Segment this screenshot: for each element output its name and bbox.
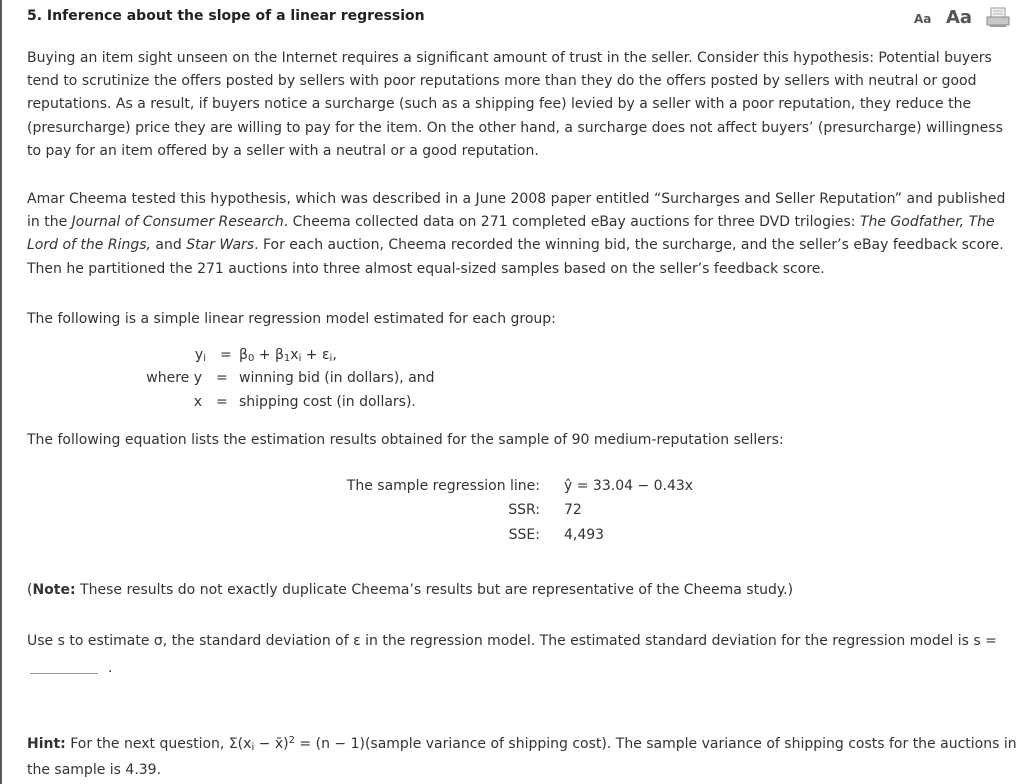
regression-line-value: ŷ = 33.04 − 0.43x — [564, 478, 694, 494]
model-lhs-y: $y_i$ — [194, 347, 206, 364]
font-size-large-button[interactable]: Aa — [946, 7, 973, 28]
model-rhs-equation: $\beta_0 + \beta_1x_i + \varepsilon_i$, — [239, 347, 337, 364]
journal-name: Journal of Consumer Research — [71, 214, 284, 231]
printer-icon[interactable] — [986, 6, 1010, 28]
sse-label: SSE: — [508, 527, 540, 543]
model-lhs-where-y: where y — [146, 370, 202, 386]
ssr-value: 72 — [564, 502, 582, 518]
model-eq-2: = — [216, 370, 228, 386]
film-titles: The Godfather, The Lord of the Rings, — [27, 214, 995, 254]
model-lhs-x: x — [193, 394, 202, 410]
intro-paragraph: Buying an item sight unseen on the Internet requires a significant amount of trust in the seller. Consider this hypothesis: Potential buyers tend to scrutinize the offers posted by sellers with poor reputations more than they do the offers posted by sellers with neutral or good reputations. As a result, if buyers notice a surcharge (such as a shipping fee) levied by a seller with a poor reputation, they reduce the (presurcharge) price they are willing to pay for the item. On the other hand, a surcharge does not affect buyers’ (presurcharge) willingness to pay for an item offered by a seller with a neutral or a good reputation. — [27, 50, 1003, 159]
model-intro: The following is a simple linear regression model estimated for each group: — [27, 311, 556, 327]
model-eq-1: = — [220, 347, 232, 363]
note-paragraph: (Note: These results do not exactly duplicate Cheema’s results but are representative of the Cheema study.) — [27, 582, 794, 598]
ssr-label: SSR: — [508, 502, 540, 518]
answer-blank[interactable] — [30, 673, 98, 674]
model-def-x: shipping cost (in dollars). — [239, 394, 416, 410]
film-title-star-wars: Star Wars — [186, 237, 255, 254]
model-def-y: winning bid (in dollars), and — [239, 370, 435, 386]
font-size-small-button[interactable]: Aa — [914, 12, 932, 26]
model-eq-3: = — [216, 394, 228, 410]
results-intro: The following equation lists the estimation results obtained for the sample of 90 medium-reputation sellers: — [27, 432, 784, 448]
sse-value: 4,493 — [564, 527, 605, 543]
left-border — [0, 0, 2, 784]
question-title: 5. Inference about the slope of a linear regression — [27, 8, 425, 24]
regression-line-label: The sample regression line: — [346, 478, 540, 494]
question-text: Use s to estimate σ, the standard deviation of ε in the regression model. The estimated standard deviation for the regression model is s = — [27, 633, 997, 649]
hint-paragraph: Hint: For the next question, $\Sigma(x_i$ − x̄)$^2$ = (n − 1)(sample variance of shipping cost). The sample variance of shipping costs for the auctions in the sample is 4.39. — [27, 735, 1017, 779]
answer-period: . — [108, 660, 113, 676]
study-paragraph: Amar Cheema tested this hypothesis, which was described in a June 2008 paper entitled “Surcharges and Seller Reputation” and published in the Journal of Consumer Research. Cheema collected data on 271 completed eBay auctions for three DVD trilogies: The Godfather, The Lord of the Rings, and Star Wars. For each auction, Cheema recorded the winning bid, the surcharge, and the seller’s eBay feedback score. Then he partitioned the 271 auctions into three almost equal-sized samples based on the seller’s feedback score. — [27, 191, 1006, 277]
